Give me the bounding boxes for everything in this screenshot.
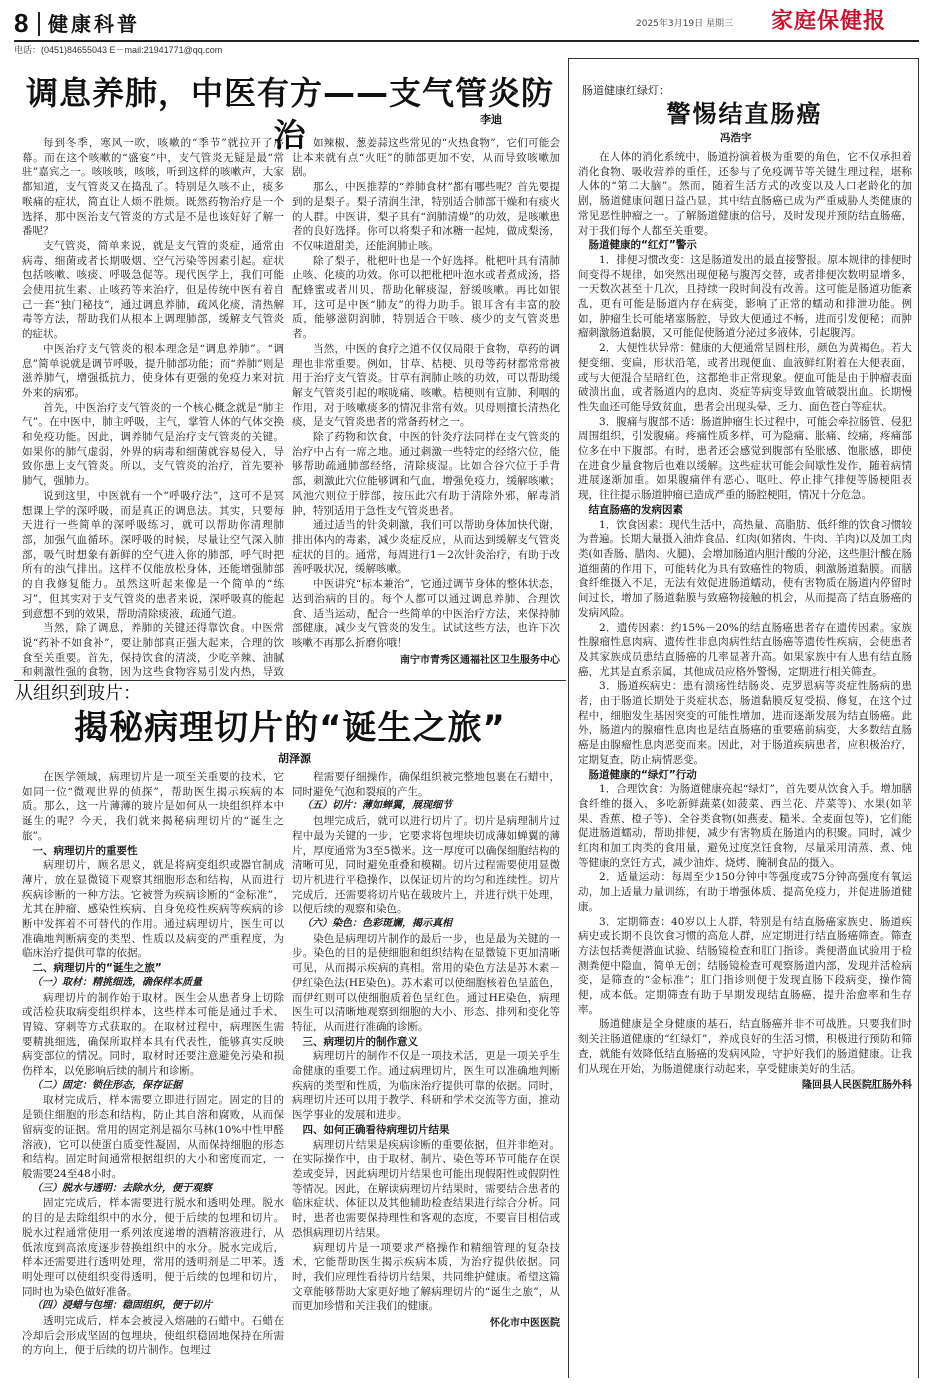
paragraph: 中医讲究“标本兼治”，它通过调节身体的整体状态，达到治病的目的。每个人都可以通过调息养肺、合理饮食、适当运动，配合一些简单的中医治疗方法，来保持肺部健康，减少支气管炎的发生。试试这些方法，也许下次咳嗽不再那么折磨你哦！ [292,578,560,649]
paragraph: 除了梨子，枇杷叶也是一个好选择。枇杷叶具有清肺止咳、化痰的功效。你可以把枇杷叶泡水或者煮成汤，搭配蜂蜜或者川贝，帮助化解痰湿，舒缓咳嗽。再比如银耳，这可是中医“肺友”的得力助手。银耳含有丰富的胶质，能够滋阴润肺，特别适合干咳、痰少的支气管炎患者。 [292,254,560,341]
article2-kicker: 从组织到玻片： [15,683,141,704]
paragraph: 2．遗传因素：约15%－20%的结直肠癌患者存在遗传因素。家族性腺瘤性息肉病、遗传性非息肉病性结直肠癌等遗传性疾病，会使患者及其家族成员患结直肠癌的几率显著升高。如果家族中有人患有结直肠癌，尤其是直系亲属，其他成员应格外警惕，定期进行相关筛查。 [578,621,912,678]
article3-title: 警惕结直肠癌 [666,100,823,128]
paragraph: 3．腹痛与腹部不适：肠道肿瘤生长过程中，可能会牵拉肠管、侵犯周围组织，引发腹痛。疼痛性质多样，可为隐痛、胀痛、绞痛，疼痛部位多在中下腹部。有时，患者还会感觉到腹部有坠胀感、饱胀感，即使在进食少量食物后也难以缓解。这些症状可能会间歇性发作，随着病情进展逐渐加重。如果腹痛伴有恶心、呕吐、停止排气排便等肠梗阻表现，往往提示肠道肿瘤已造成严重的肠腔梗阻，情况十分危急。 [578,415,912,502]
subheading: 结直肠癌的发病因素 [588,503,683,516]
subheading: （一）取材：精挑细选，确保样本质量 [32,976,202,988]
paragraph: 包埋完成后，就可以进行切片了。切片是病理制片过程中最为关键的一步，它要求将包埋块切成薄如蝉翼的薄片，厚度通常为3至5微米。这一厚度可以确保细胞结构的清晰可见，同时避免重叠和模糊。切片过程需要使用显微切片机进行平稳操作，以保证切片的均匀和连续性。切片完成后，还需要将切片贴在载玻片上，并进行烘干处理，以便后续的观察和染色。 [292,815,560,916]
paragraph: 3．肠道疾病史：患有溃疡性结肠炎、克罗恩病等炎症性肠病的患者，由于肠道长期处于炎症状态，肠道黏膜反复受损、修复，在这个过程中，细胞发生基因突变的可能性增加，进而逐渐发展为结直肠癌。此外，肠道内的腺瘤性息肉也是结直肠癌的重要癌前病变，大多数结直肠癌是由腺瘤性息肉恶变而来。因此，对于肠道疾病患者，应积极治疗，定期复查，防止病情恶变。 [578,680,912,766]
paragraph: 中医治疗支气管炎的根本理念是“调息养肺”。“调息”简单说就是调节呼吸，提升肺部功能；而“养肺”则是滋养肺气，增强抵抗力，使身体有更强的免疫力来对抗外来的病邪。 [22,342,284,399]
paragraph: 每到冬季，寒风一吹，咳嗽的“季节”就拉开了序幕。而在这个咳嗽的“盛宴”中，支气管炎无疑是最“常驻”嘉宾之一。咳咳咳，咳咳，听到这样的咳嗽声，大家都知道，支气管炎又在捣乱了。特别是久咳不止，痰多喉痛的症状，简直让人烦不胜烦。既然药物治疗是一个选择，那中医治支气管炎的方式是不是也该好好了解一番呢？ [22,137,284,238]
paragraph: 那么，中医推荐的“养肺食材”都有哪些呢？首先要提到的是梨子。梨子清润生津，特别适合肺部干燥和有痰火的人群。中医讲，梨子具有“润肺清燥”的功效，是咳嗽患者的良好选择。你可以将梨子和冰糖一起炖，做成梨汤，不仅味道甜美，还能润肺止咳。 [292,181,560,252]
article3-body [578,150,912,1378]
newspaper-brand: 家庭保健报 [771,9,887,34]
page-header [14,6,919,42]
paragraph: 说到这里，中医就有一个“呼吸疗法”，这可不是冥想课上学的深呼吸，而是真正的调息法。其实，只要每天进行一些简单的深呼吸练习，就可以帮助你清理肺部，加强气血循环。深呼吸的时候，尽量让空气深入肺部，吸气时想象有新鲜的空气进入你的肺部，呼气时把所有的浊气排出。这样不仅能放松身体，还能增强肺部的自我修复能力。虽然这听起来像是一个简单的“练习”，但其实对于支气管炎的患者来说，深呼吸真的能起到意想不到的效果，帮助清除痰液，疏通气道。 [22,489,284,620]
subheading: （三）脱水与透明：去除水分，便于观察 [32,1182,212,1194]
section-divider-vertical [568,58,569,1378]
paragraph: 透明完成后，样本会被浸入熔融的石蜡中。石蜡在冷却后会形成坚固的包埋块，使组织稳固地保持在所需的方向上，便于后续的切片制作。包埋过 [22,1315,284,1357]
paragraph: 病理切片的制作不仅是一项技术活，更是一项关乎生命健康的重要工作。通过病理切片，医生可以准确地判断疾病的类型和性质，为临床治疗提供可靠的依据。同时，病理切片还可以用于教学、科研和学术交流等方面，推动医学事业的发展和进步。 [292,1050,560,1122]
paragraph: 1．饮食因素：现代生活中，高热量、高脂肪、低纤维的饮食习惯较为普遍。长期大量摄入油炸食品、红肉(如猪肉、牛肉、羊肉)以及加工肉类(如香肠、腊肉、火腿)，会增加肠道内胆汁酸的分泌，这些胆汁酸在肠道细菌的作用下，可能转化为具有致癌性的物质，刺激肠道黏膜。而膳食纤维摄入不足，无法有效促进肠道蠕动，使有害物质在肠道内停留时间过长，增加了肠道黏膜与致癌物接触的机会，从而提高了结直肠癌的发病风险。 [578,518,912,619]
author-affiliation: 隆回县人民医院肛肠外科 [802,1080,912,1092]
subheading: （四）浸蜡与包埋：稳固组织，便于切片 [32,1300,212,1312]
subheading: 肠道健康的“绿灯”行动 [588,768,697,781]
subheading: （五）切片：薄如蝉翼，展现细节 [302,800,452,812]
page-number: 8 [14,8,29,38]
article2-title: 揭秘病理切片的“诞生之旅” [74,708,506,748]
paragraph: 固定完成后，样本需要进行脱水和透明处理。脱水的目的是去除组织中的水分，便于后续的包埋和切片。脱水过程通常使用一系列浓度递增的酒精溶液进行，从低浓度到高浓度逐步替换组织中的水分。脱水完成后，样本还需要进行透明处理，常用的透明剂是二甲苯。透明处理可以使组织变得透明，便于后续的包埋和切片，同时也为染色做好准备。 [22,1197,284,1298]
paragraph: 病理切片是一项要求严格操作和精细管理的复杂技术，它能帮助医生揭示疾病本质，为治疗提供依据。同时，我们应理性看待切片结果，共同维护健康。希望这篇文章能够帮助大家更好地了解病理切片的“诞生之旅”，从而更加珍惜和关注我们的健康。 [292,1241,560,1313]
paragraph: 2．大便性状异常：健康的大便通常呈圆柱形，颜色为黄褐色。若大便变细、变扁，形状沿笔，或者出现便血、血液鲜红附着在大便表面，或与大便混合呈暗红色，这都绝非正常现象。便血可能是由于肿瘤表面破溃出血，或者肠道内的息肉、炎症等病变导致血管破裂出血。长期慢性失血还可能导致贫血，患者会出现头晕、乏力、面色苍白等症状。 [578,342,912,413]
paragraph: 取材完成后，样本需要立即进行固定。固定的目的是锁住细胞的形态和结构，防止其自溶和腐败，从而保留病变的证据。常用的固定剂是福尔马林(10%中性甲醛溶液)，它可以使蛋白质变性凝固，从而保持细胞的形态和结构。固定时间通常根据组织的大小和密度而定，一般需要24至48小时。 [22,1094,284,1180]
article1-title: 调息养肺，中医有方——支气管炎防治 [25,74,554,154]
paragraph: 1．合理饮食：为肠道健康亮起“绿灯”，首先要从饮食入手。增加膳食纤维的摄入，多吃新鲜蔬菜(如菠菜、西兰花、芹菜等)、水果(如苹果、香蕉、橙子等)、全谷类食物(如燕麦、糙米、全麦面包等)，它们能促进肠道蠕动，帮助排便，减少有害物质在肠道内的积聚。同时，减少红肉和加工肉类的食用量，避免过度烹饪食物，尽量采用清蒸、煮、炖等健康的烹饪方式，减少油炸、烧烤、腌制食品的摄入。 [578,783,912,869]
paragraph: 在人体的消化系统中，肠道扮演着极为重要的角色，它不仅承担着消化食物、吸收营养的重任，还参与了免疫调节等关键生理过程，堪称人体的“第二大脑”。然而，随着生活方式的改变以及人口老龄化的加剧，肠道健康问题日益凸显，其中结直肠癌已成为严重威胁人类健康的常见恶性肿瘤之一。了解肠道健康的信号，及时发现并预防结直肠癌，对于我们每个人都至关重要。 [578,151,912,237]
paragraph: 1．排便习惯改变：这是肠道发出的最直接警报。原本规律的排便时间变得不规律，如突然出现便秘与腹泻交替，或者排便次数明显增多，一天数次甚至十几次，且持续一段时间没有改善。这可能是肠道功能紊乱，更有可能是肠道内存在病变，影响了正常的蠕动和排泄功能。例如，肿瘤生长可能堵塞肠腔，导致大便通过不畅，进而引发便秘；而肿瘤刺激肠道黏膜，又可能促使肠道分泌过多液体，引起腹泻。 [578,253,912,340]
section-name: 健康科普 [48,12,140,36]
author-affiliation: 怀化市中医医院 [490,1318,560,1330]
paragraph: 病理切片，顾名思义，就是将病变组织或器官制成薄片，放在显微镜下观察其细胞形态和结构，从而进行疾病诊断的一种方法。它被誉为疾病诊断的“金标准”，尤其在肿瘤、感染性疾病、自身免疫性疾病等疾病的诊断中发挥着不可替代的作用。通过病理切片，医生可以准确地判断病变的类型、性质以及病变的严重程度，为临床治疗提供可靠的依据。 [22,859,284,960]
paragraph: 支气管炎，简单来说，就是支气管的炎症，通常由病毒、细菌或者长期吸烟、空气污染等因素引起。症状包括咳嗽、咳痰、呼吸急促等。现代医学上，我们可能会使用抗生素、止咳药等来治疗，但是传统中医有着自己一套“独门秘技”，通过调息养肺，疏风化痰，清热解毒等方法，帮助我们从根本上调理肺部，缓解支气管炎的症状。 [22,239,284,341]
paragraph: 病理切片结果是疾病诊断的重要依据，但并非绝对。在实际操作中，由于取材、制片、染色等环节可能存在误差或变异，因此病理切片结果也可能出现假阳性或假阴性等情况。因此，在解读病理切片结果时，需要结合患者的临床症状、体征以及其他辅助检查结果进行综合分析。同时，患者也需要保持理性和客观的态度，不要盲目相信或恐惧病理切片结果。 [292,1138,560,1239]
paragraph: 当然，除了调息，养肺的关键还得靠饮食。中医常说“药补不如食补”，要让肺部真正强大起来，合理的饮食至关重要。首先，保持饮食的清淡，少吃辛辣、油腻和刺激性强的食物，因为这些食物容易引发内热，导致 [22,622,284,678]
subheading: 三、病理切片的制作意义 [302,1035,418,1048]
paragraph: 程需要仔细操作，确保组织被完整地包裹在石蜡中，同时避免气泡和裂痕的产生。 [292,771,560,798]
article3-kicker: 肠道健康红绿灯： [582,84,670,97]
paragraph: 3．定期筛查：40岁以上人群，特别是有结直肠癌家族史、肠道疾病史或长期不良饮食习惯的高危人群，应定期进行结直肠癌筛查。筛查方法包括粪便潜血试验、结肠镜检查和肛门指诊。粪便潜血试验用于检测粪便中隐血，简单无创；结肠镜检查可观察肠道内部，发现并活检病变，是筛查的“金标准”；肛门指诊则便于发现直肠下段病变，操作简便，成本低。定期筛查有助于早期发现结直肠癌，提升治愈率和生存率。 [578,915,912,1016]
paragraph: 首先，中医治疗支气管炎的一个核心概念就是“肺主气”。在中医中，肺主呼吸，主气，掌管人体的气体交换和免疫功能。因此，调养肺气是治疗支气管炎的关键。如果你的肺气虚弱，外界的病毒和细菌就容易侵入，导致你患上支气管炎。所以，支气管炎的治疗，首先要补肺气，强肺力。 [22,401,284,488]
paragraph: 除了药物和饮食，中医的针灸疗法同样在支气管炎的治疗中占有一席之地。通过刺激一些特定的经络穴位，能够帮助疏通肺部经络，清除痰湿。比如合谷穴位于手背部，刺激此穴位能够调和气血，增强免疫力，缓解咳嗽；风池穴则位于脖部，按压此穴有助于清除外邪，解毒消肿，特别适用于急性支气管炎患者。 [292,431,560,517]
paragraph: 病理切片的制作始于取材。医生会从患者身上切除或活检获取病变组织样本，这些样本可能是通过手术、胃镜、穿刺等方式获取的。在取材过程中，病理医生需要精挑细选，确保所取样本具有代表性，能够真实反映病变部位的情况。同时，取材时还要注意避免污染和损伤样本，以免影响后续的制片和诊断。 [22,991,284,1078]
subheading: （六）染色：色彩斑斓，揭示真相 [302,918,452,930]
article1-author: 李迪 [480,113,502,126]
right-border [918,58,919,1378]
subheading: （二）固定：锁住形态，保存证据 [32,1079,182,1091]
right-top-border [568,58,918,59]
subheading: 二、病理切片的“诞生之旅” [32,962,162,975]
subheading: 肠道健康的“红灯”警示 [588,239,697,252]
paragraph: 肠道健康是全身健康的基石，结直肠癌并非不可战胜。只要我们时刻关注肠道健康的“红绿灯”，养成良好的生活习惯，积极进行预防和筛查，就能有效降低结直肠癌的发病风险，守护好我们的肠道健康。让我们从现在开始，为肠道健康行动起来，享受健康美好的生活。 [578,1018,912,1075]
paragraph: 在医学领域，病理切片是一项至关重要的技术，它如同一位“微观世界的侦探”，帮助医生揭示疾病的本质。那么，这一片薄薄的玻片是如何从一块组织样本中诞生的呢？今天，我们就来揭秘病理切片的“诞生之旅”。 [22,771,284,842]
article2-column-2 [292,770,560,1380]
article3-author: 冯浩宇 [720,132,752,144]
contact-line: 电话：(0451)84655043 E－mail:21941771@qq.com [14,45,223,55]
section-divider-horizontal [14,680,566,681]
header-divider [38,12,40,36]
paragraph: 如辣椒、葱姜蒜这些常见的“火热食物”，它们可能会让本来就有点“火旺”的肺部更加不安，从而导致咳嗽加剧。 [292,137,560,179]
paragraph: 染色是病理切片制作的最后一步，也是最为关键的一步。染色的目的是使细胞和组织结构在显微镜下更加清晰可见，从而揭示疾病的真相。常用的染色方法是苏木素－伊红染色法(HE染色)。苏木素可以使细胞核着色呈蓝色，而伊红则可以使细胞质着色呈红色。通过HE染色，病理医生可以清晰地观察到细胞的大小、形态、排列和变化等特征，从而进行准确的诊断。 [292,932,560,1033]
paragraph: 通过适当的针灸刺激，我们可以帮助身体加快代谢，排出体内的毒素，减少炎症反应，从而达到缓解支气管炎症状的目的。通常，每周进行1－2次针灸治疗，有助于改善呼吸状况，缓解咳嗽。 [292,519,560,576]
author-affiliation: 南宁市青秀区通福社区卫生服务中心 [400,654,560,666]
issue-date: 2025年3月19日 星期三 [636,19,733,29]
article2-column-1 [22,770,284,1380]
paragraph: 当然，中医的食疗之道不仅仅局限于食物，草药的调理也非常重要。例如，甘草、桔梗、贝母等药材都常常被用于治疗支气管炎。甘草有润肺止咳的功效，可以帮助缓解支气管炎引起的喉咙痛、咳嗽。桔梗则有宣肺、利咽的作用，对于咳嗽痰多的情况非常有效。贝母则擅长清热化痰，是支气管炎患者的常备药材之一。 [292,342,560,429]
article1-column-2 [292,136,560,678]
subheading: 四、如何正确看待病理切片结果 [302,1123,450,1136]
paragraph: 2．适量运动：每周至少150分钟中等强度或75分钟高强度有氧运动，加上适量力量训练，有助于增强体质、提高免疫力，并促进肠道健康。 [578,871,912,913]
subheading: 一、病理切片的重要性 [32,844,138,857]
article1-column-1 [22,136,284,678]
article2-author: 胡泽源 [278,752,311,765]
